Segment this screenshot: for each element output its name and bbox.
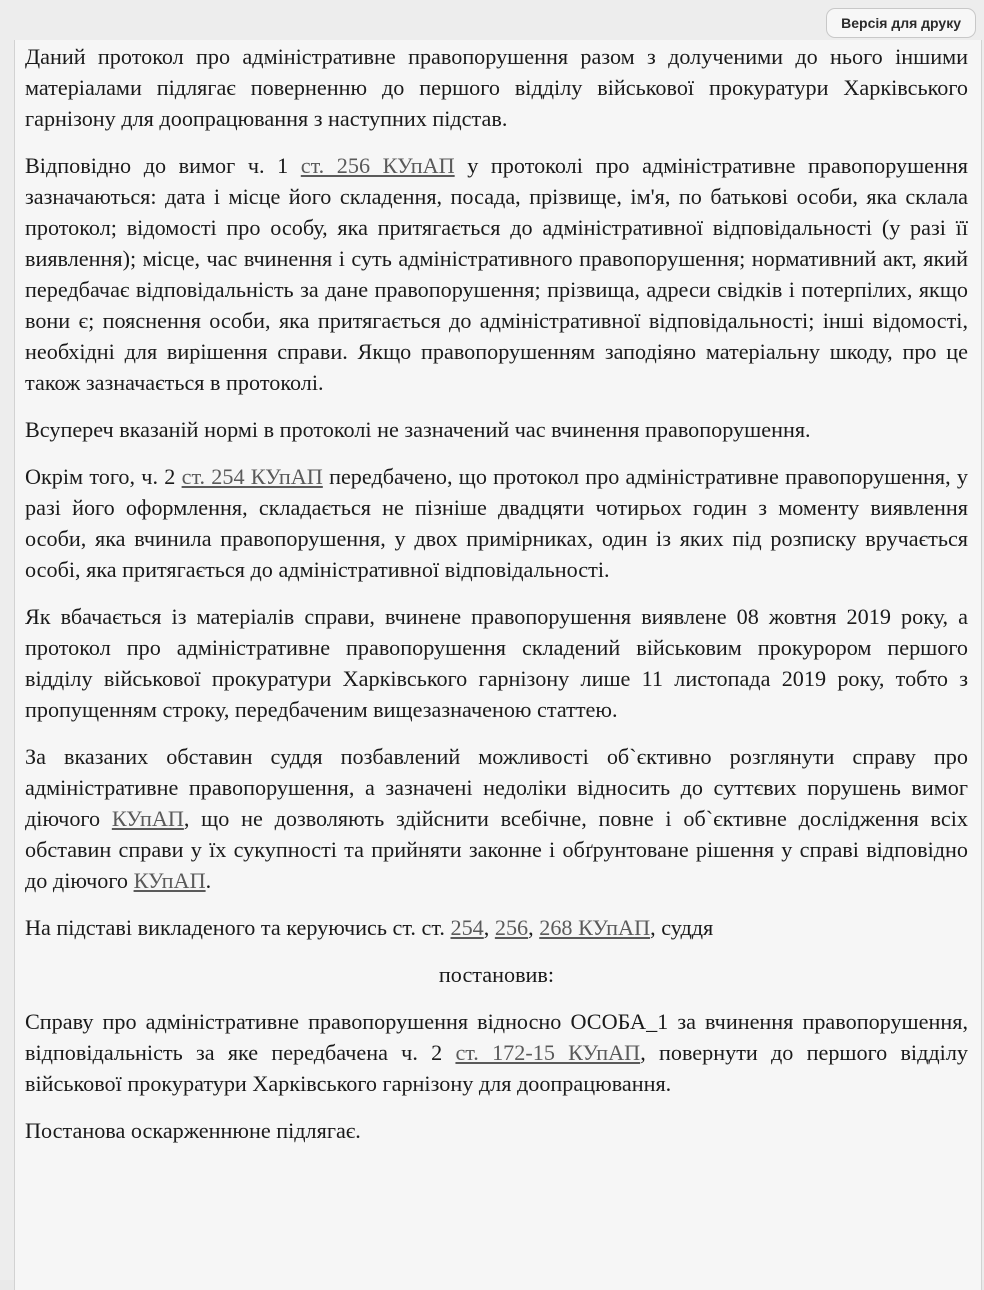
resolution-heading: постановив:: [438, 962, 555, 987]
link-kupap-2[interactable]: КУпАП: [133, 868, 206, 893]
link-art-256[interactable]: ст. 256 КУпАП: [300, 153, 455, 178]
paragraph-7: На підставі викладеного та керуючись ст. ст. 254, 256, 268 КУпАП, суддя: [25, 915, 714, 940]
paragraph-4: Окрім того, ч. 2 ст. 254 КУпАП передбачено, що протокол про адміністративне правопорушення, у разі його оформлення, складається не пізніше двадцяти чотирьох годин з моменту виявлення особи, яка вчинила правопорушення, у двох примірниках, один із яких під розписку вручається особі, яка притягається до адміністративної відповідальності.: [25, 464, 968, 582]
print-version-button[interactable]: Версія для друку: [826, 8, 976, 38]
paragraph-3: Всупереч вказаній нормі в протоколі не зазначений час вчинення правопорушення.: [25, 417, 811, 442]
paragraph-6: За вказаних обставин суддя позбавлений можливості об`єктивно розглянути справу про адміністративне правопорушення, а зазначені недоліки відносить до суттєвих порушень вимог діючого КУпАП, що не дозволяють здійснити всебічне, повне і об`єктивне дослідження всіх обставин справи у їх сукупності та прийняти законне і обґрунтоване рішення у справі відповідно до діючого КУпАП.: [25, 744, 968, 893]
paragraph-10: Постанова оскарженнюне підлягає.: [25, 1118, 361, 1143]
document-body: [25, 41, 968, 1162]
link-kupap-1[interactable]: КУпАП: [111, 806, 184, 831]
paragraph-2: Відповідно до вимог ч. 1 ст. 256 КУпАП у протоколі про адміністративне правопорушення зазначаються: дата і місце його складення, посада, прізвище, ім'я, по батькові особи, яка склала протокол; відомості про особу, яка притягається до адміністративної відповідальності (у разі її виявлення); місце, час вчинення і суть адміністративного правопорушення; нормативний акт, який передбачає відповідальність за дане правопорушення; прізвища, адреси свідків і потерпілих, якщо вони є; пояснення особи, яка притягається до адміністративної відповідальності; інші відомості, необхідні для вирішення справи. Якщо правопорушенням заподіяно матеріальну шкоду, про це також зазначається в протоколі.: [25, 153, 968, 395]
paragraph-1: Даний протокол про адміністративне правопорушення разом з долученими до нього іншими матеріалами підлягає поверненню до першого відділу військової прокуратури Харківського гарнізону для доопрацювання з наступних підстав.: [25, 44, 968, 131]
link-254[interactable]: 254: [450, 915, 484, 940]
link-268-kupap[interactable]: 268 КУпАП: [539, 915, 651, 940]
link-256[interactable]: 256: [494, 915, 529, 940]
link-art-172-15[interactable]: ст. 172-15 КУпАП: [455, 1040, 641, 1065]
paragraph-5: Як вбачається із матеріалів справи, вчинене правопорушення виявлене 08 жовтня 2019 року, а протокол про адміністративне правопорушення складений військовим прокурором першого відділу військової прокуратури Харківського гарнізону лише 11 листопада 2019 року, тобто з пропущенням строку, передбаченим вищезазначеною статтею.: [25, 604, 968, 722]
link-art-254[interactable]: ст. 254 КУпАП: [181, 464, 323, 489]
paragraph-9: Справу про адміністративне правопорушення відносно ОСОБА_1 за вчинення правопорушення, відповідальність за яке передбачена ч. 2 ст. 172-15 КУпАП, повернути до першого відділу військової прокуратури Харківського гарнізону для доопрацювання.: [25, 1009, 969, 1096]
